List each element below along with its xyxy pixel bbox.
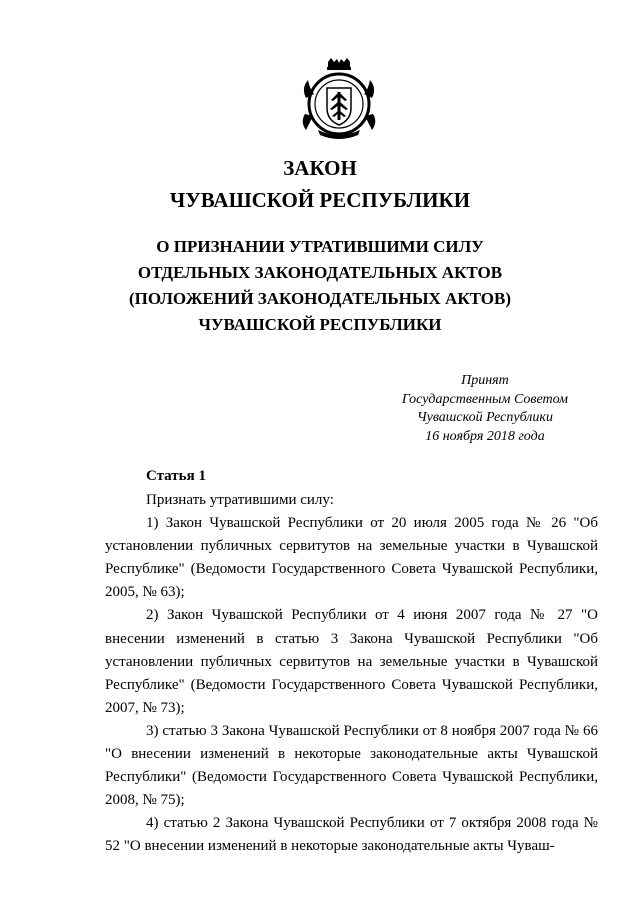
article-item: 1) Закон Чувашской Республики от 20 июля 2005 года № 26 "Об установлении публичных сервитутов на земельные участки в Чувашской Республике" (Ведомости Государственного Совета Чувашской Республики, 2005, № 63); <box>105 515 598 601</box>
adoption-note-line-2: Государственным Советом <box>401 391 568 407</box>
law-subtitle-line-4: ЧУВАШСКОЙ РЕСПУБЛИКИ <box>198 315 442 334</box>
coat-of-arms-emblem <box>300 58 378 140</box>
article-body <box>105 489 598 859</box>
article-intro: Признать утратившими силу: <box>146 492 334 508</box>
law-subtitle-line-2: ОТДЕЛЬНЫХ ЗАКОНОДАТЕЛЬНЫХ АКТОВ <box>137 263 503 282</box>
adoption-note <box>402 372 568 446</box>
article-item: 4) статью 2 Закона Чувашской Республики от 7 октября 2008 года № 52 "О внесении изменений в некоторые законодательные акты Чуваш- <box>105 815 598 855</box>
article-item: 2) Закон Чувашской Республики от 4 июня 2007 года № 27 "О внесении изменений в статью 3 Закона Чувашской Республики "Об установлении публичных сервитутов на земельные участки в Чувашской Республике" (Ведомости Государственного Совета Чувашской Республики, 2007, № 73); <box>105 607 598 716</box>
article-item: 3) статью 3 Закона Чувашской Республики от 8 ноября 2007 года № 66 "О внесении изменений в некоторые законодательные акты Чувашской Республики" (Ведомости Государственного Совета Чувашской Республики, 2008, № 75); <box>105 722 598 809</box>
law-subtitle-line-1: О ПРИЗНАНИИ УТРАТИВШИМИ СИЛУ <box>156 237 484 256</box>
law-title-line-1: ЗАКОН <box>283 156 357 180</box>
law-title-line-2: ЧУВАШСКОЙ РЕСПУБЛИКИ <box>169 188 471 212</box>
adoption-note-line-3: Чувашской Республики <box>416 410 553 425</box>
article-heading: Статья 1 <box>146 468 206 484</box>
law-title <box>0 152 640 216</box>
adoption-note-line-1: Принят <box>461 373 509 388</box>
law-subtitle <box>0 234 640 338</box>
adoption-note-line-4: 16 ноября 2018 года <box>425 428 545 444</box>
law-subtitle-line-3: (ПОЛОЖЕНИЙ ЗАКОНОДАТЕЛЬНЫХ АКТОВ) <box>129 289 511 308</box>
